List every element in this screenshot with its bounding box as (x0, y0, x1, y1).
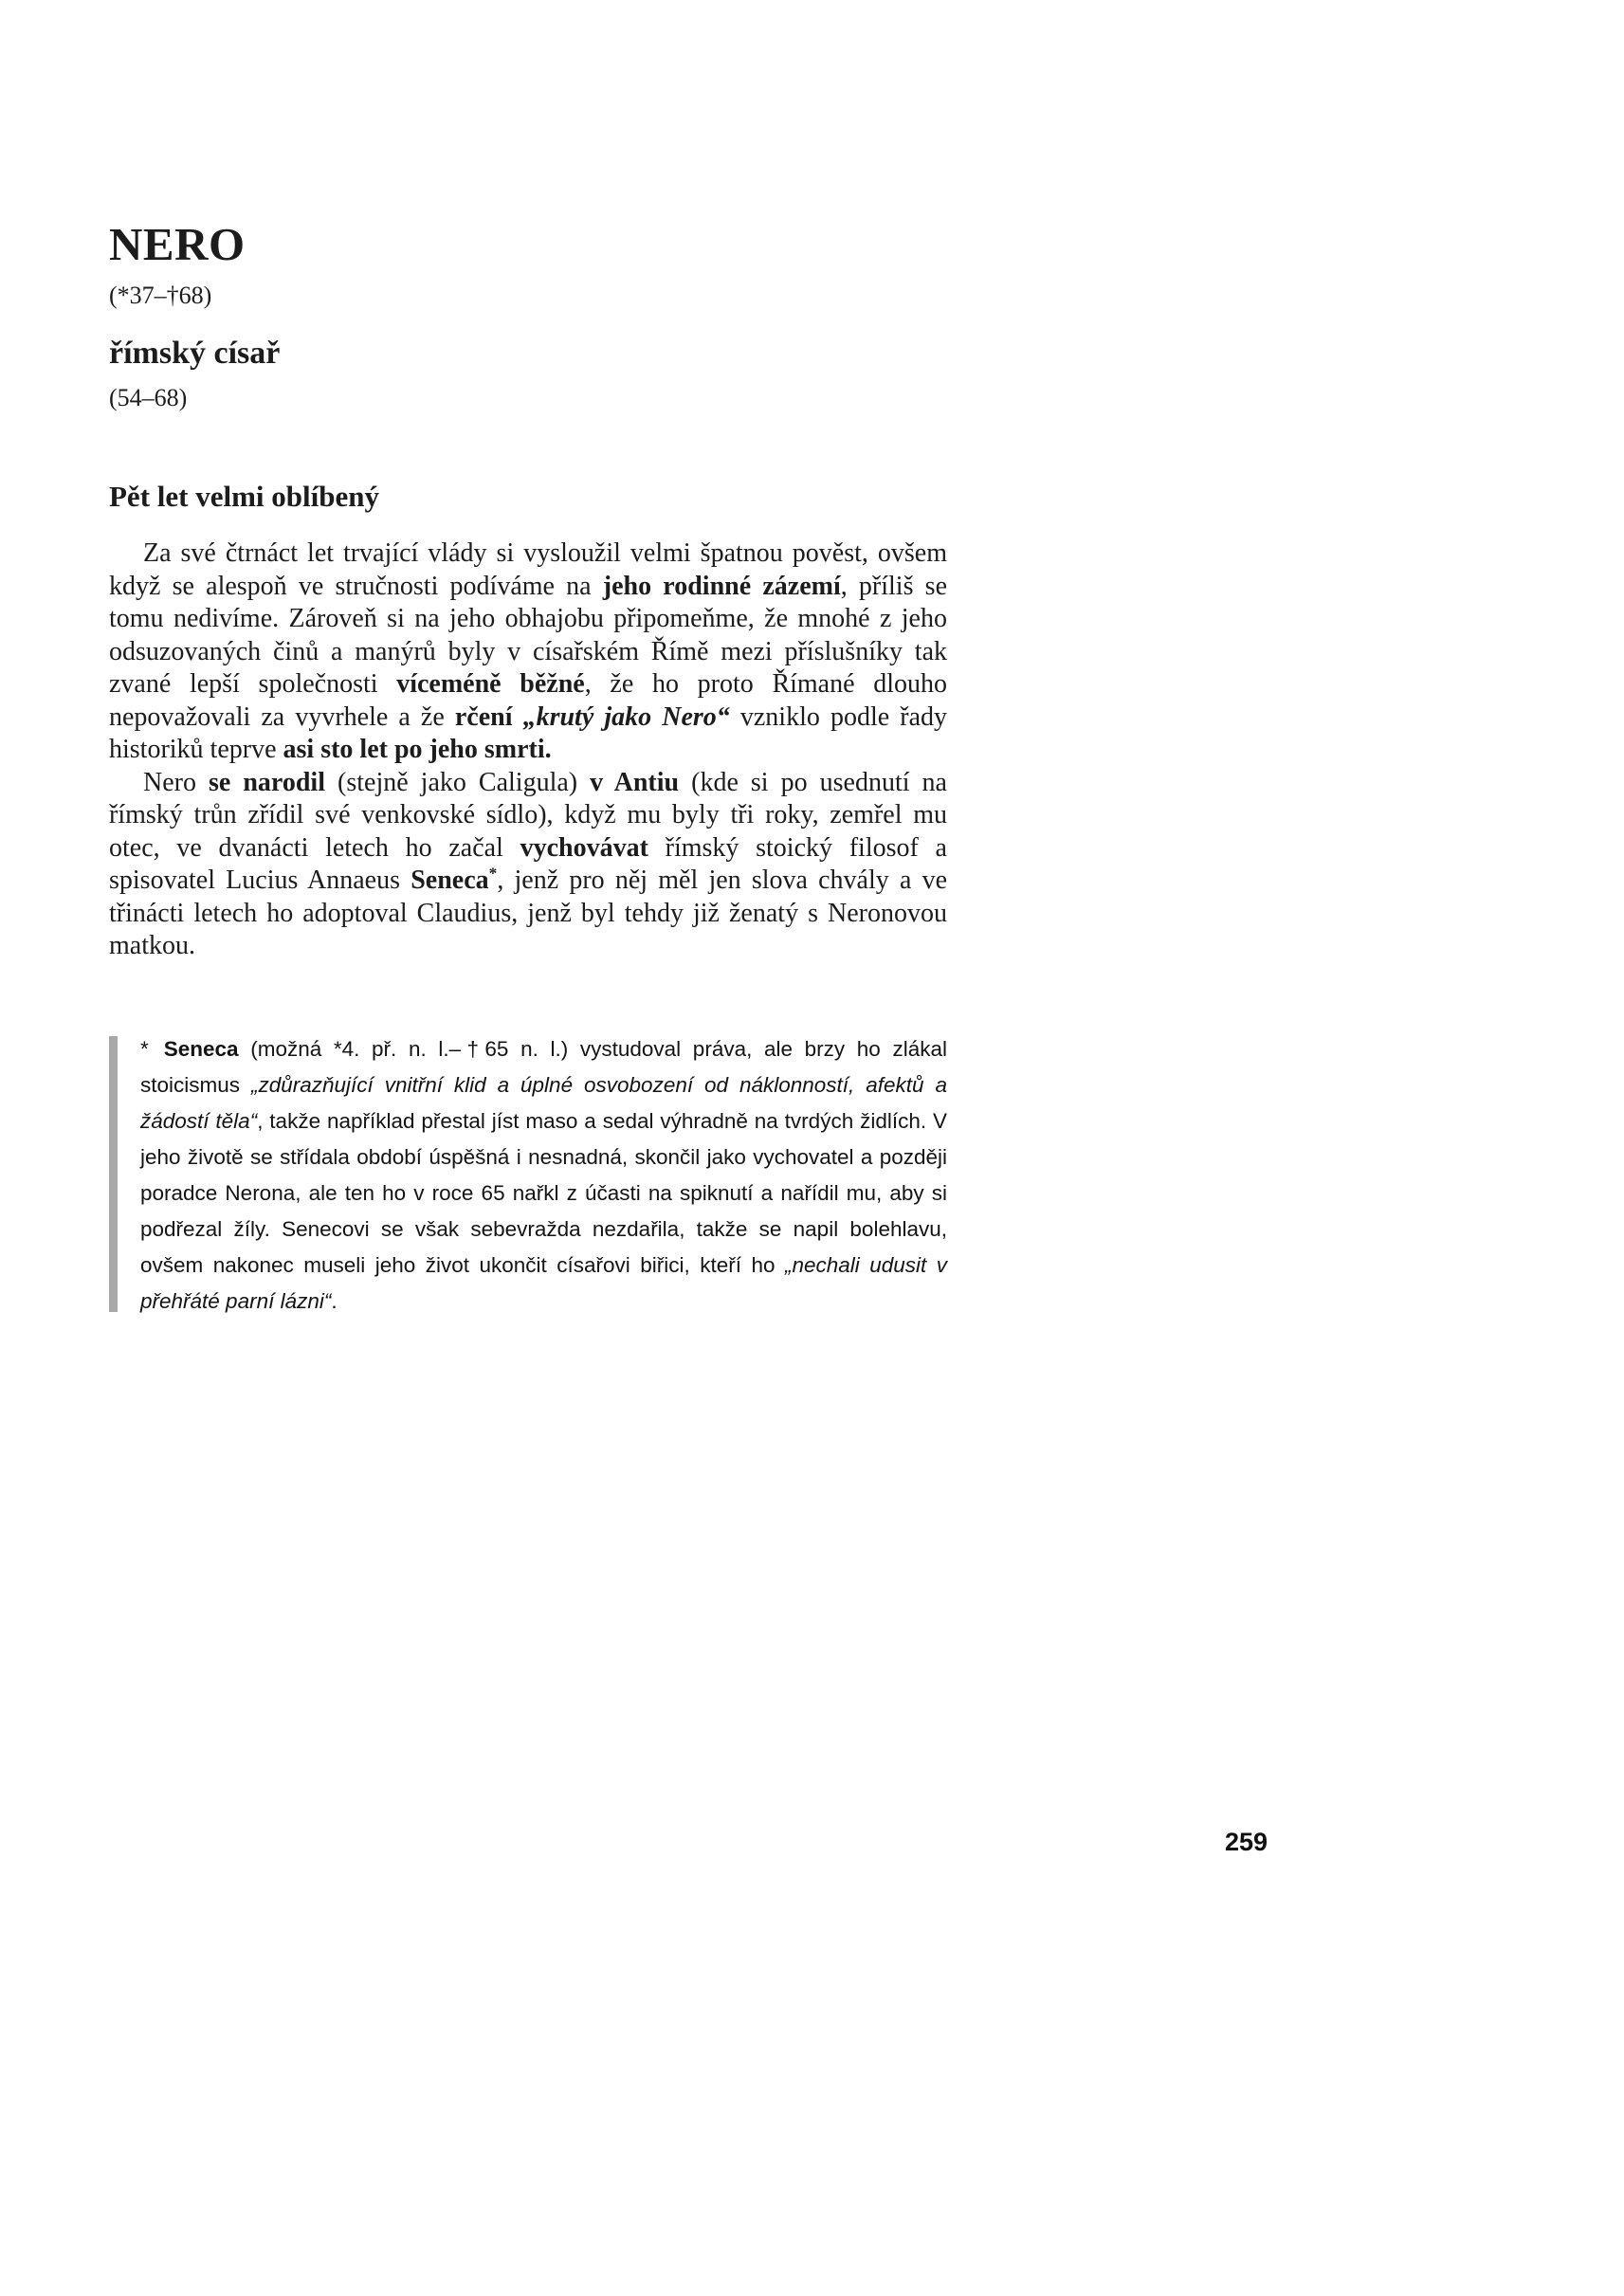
text-segment-bold: Seneca (411, 866, 489, 895)
page-number: 259 (1225, 1828, 1268, 1856)
reign-dates: (54–68) (109, 384, 188, 412)
page-content (109, 0, 947, 1320)
footnote-reference: * (488, 864, 498, 883)
footnote-bar (109, 1036, 118, 1312)
person-role: římský císař (109, 336, 281, 372)
text-segment: Nero (143, 767, 209, 797)
section-heading: Pět let velmi oblíbený (109, 479, 379, 513)
text-segment-bold: rčení (454, 702, 523, 732)
person-name: NERO (109, 218, 246, 270)
text-segment-bold: asi sto let po jeho smrti. (283, 735, 552, 764)
text-segment-bold: jeho rodinné zázemí (602, 571, 841, 601)
paragraph-2 (109, 767, 947, 963)
text-segment: (možná *4. př. n. l.–†65 n. l.) vystudoval práva, ale brzy ho zlákal stoicismus (140, 1036, 947, 1097)
text-segment-italic: „zdůrazňující vnitřní klid a úplné osvobození od náklonností, afektů a žádostí těla“ (140, 1072, 947, 1133)
text-segment: , příliš se tomu nedivíme. Zároveň si na jeho obhajobu připomeňme, že mnohé z jeho odsuzovaných činů a manýrů byly v císařském Římě mezi příslušníky tak zvané lepší společnosti (109, 571, 948, 699)
text-segment-italic: „nechali udusit v přehřáté parní lázni“ (140, 1252, 947, 1313)
text-segment: vzniklo podle řady historiků teprve (109, 702, 947, 764)
text-segment: , že ho proto Římané dlouho nepovažovali za vyvrhele a že (109, 669, 947, 732)
text-segment-bold: vychovávat (520, 832, 648, 863)
text-segment-bold: v Antiu (590, 767, 680, 797)
text-segment: Za své čtrnáct let trvající vlády si vysloužil velmi špatnou pověst, ovšem když se alespoň ve stručnosti podíváme na (109, 538, 947, 601)
text-segment-bold-italic: „krutý jako Nero“ (522, 702, 730, 732)
text-segment-bold: se narodil (209, 767, 325, 797)
text-segment: římský stoický filosof a spisovatel Lucius Annaeus (109, 832, 947, 895)
text-segment-bold: víceméně běžné (396, 669, 585, 699)
text-segment-bold: Seneca (163, 1036, 239, 1061)
text-segment: (stejně jako Caligula) (324, 767, 591, 797)
life-dates: (*37–†68) (109, 282, 212, 310)
text-segment: , takže například přestal jíst maso a sedal výhradně na tvrdých židlích. V jeho životě se střídala období úspěšná i nesnadná, skončil jako vychovatel a později poradce Nerona, ale ten ho v roce 65 nařkl z účasti na spiknutí a nařídil mu, aby si podřezal žíly. Senecovi se však sebevražda nezdařila, takže se napil bolehlavu, ovšem nakonec museli jeho život ukončit císařovi biřici, kteří ho (140, 1108, 947, 1277)
text-segment: . (331, 1288, 338, 1313)
footnote (109, 1031, 947, 1320)
text-segment: (kde si po usednutí na římský trůn zřídil své venkovské sídlo), když mu byly tři roky, zemřel mu otec, ve dvanácti letech ho začal (109, 767, 947, 863)
footnote-marker: * (140, 1036, 149, 1061)
footnote-text (140, 1031, 947, 1320)
text-segment: , jenž pro něj měl jen slova chvály a ve třinácti letech ho adoptoval Claudius, jenž byl tehdy již ženatý s Neronovou matkou. (109, 866, 948, 960)
paragraph-1 (109, 538, 947, 767)
